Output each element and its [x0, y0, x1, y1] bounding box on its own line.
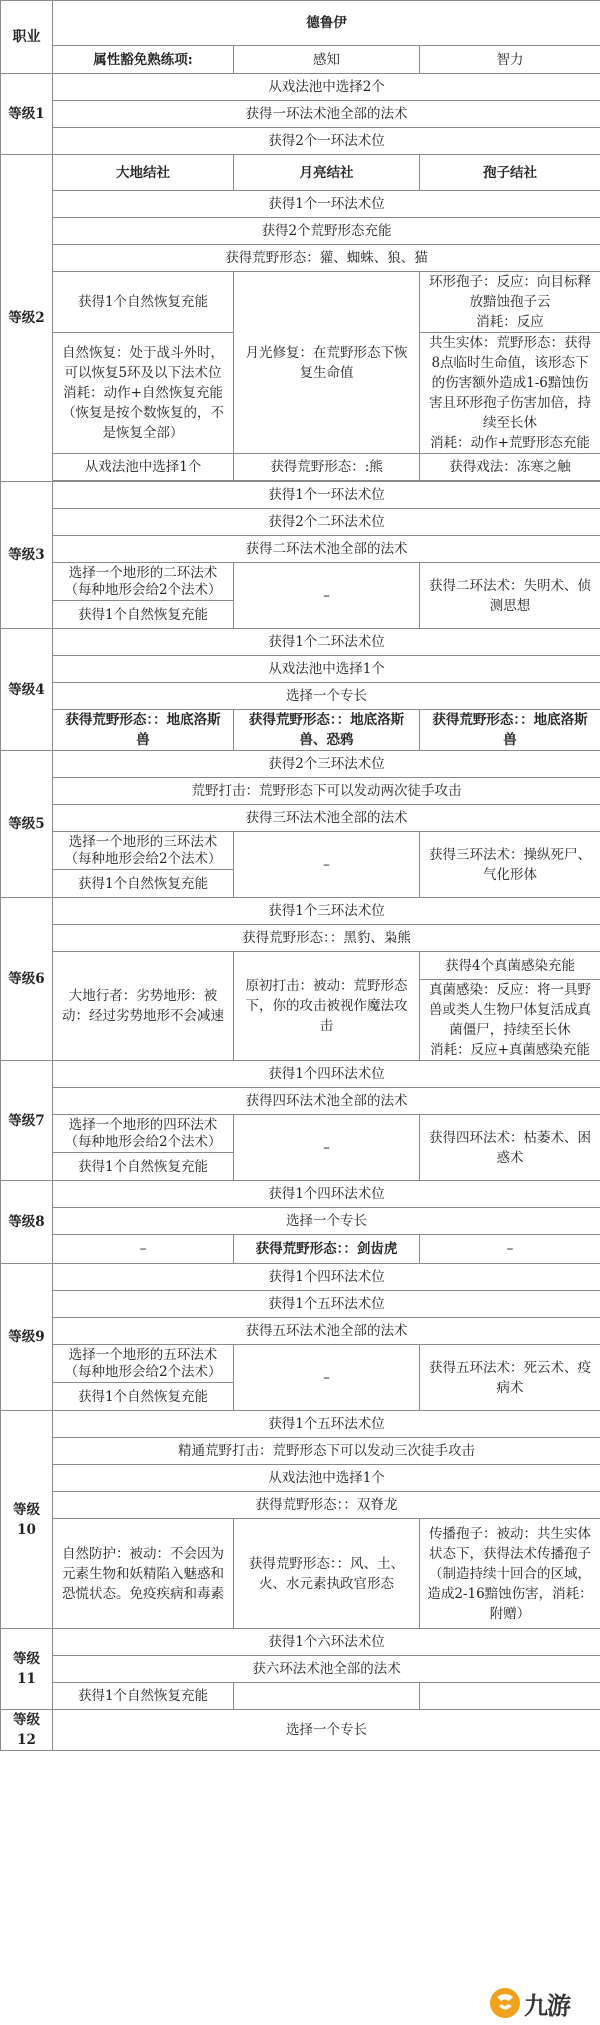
land-level3-charge: 获得1个自然恢复充能 [53, 601, 234, 629]
level9-feature: 获得1个五环法术位 [53, 1291, 600, 1318]
spore-level10: 传播孢子：被动：共生实体状态下，获得法术传播孢子（制造持续十回合的区域，造成2-16黯蚀伤害，消耗：附赠） [420, 1519, 600, 1629]
level2-feature: 获得1个一环法术位 [53, 191, 600, 218]
level3-feature: 获得二环法术池全部的法术 [53, 536, 600, 563]
spore-level2-halo: 环形孢子：反应：向目标释放黯蚀孢子云 消耗：反应 [420, 272, 600, 333]
moon-level6: 原初打击：被动：荒野形态下，你的攻击被视作魔法攻击 [234, 952, 420, 1061]
level1-feature: 从戏法池中选择2个 [53, 74, 600, 101]
land-level9-spells: 选择一个地形的五环法术 （每种地形会给2个法术） [53, 1345, 234, 1383]
level10-feature: 获得荒野形态：：双脊龙 [53, 1492, 600, 1519]
land-level5-charge: 获得1个自然恢复充能 [53, 870, 234, 898]
level4-feature: 选择一个专长 [53, 683, 600, 710]
land-level11: 获得1个自然恢复充能 [53, 1683, 234, 1710]
land-level5-spells: 选择一个地形的三环法术 （每种地形会给2个法术） [53, 832, 234, 870]
level12-feature: 选择一个专长 [53, 1710, 600, 1751]
moon-level5: – [234, 832, 420, 898]
level11-feature: 获六环法术池全部的法术 [53, 1656, 600, 1683]
spore-level3: 获得二环法术：失明术、侦测思想 [420, 563, 600, 629]
level5-feature: 荒野打击：荒野形态下可以发动两次徒手攻击 [53, 778, 600, 805]
level7-label: 等级7 [1, 1061, 53, 1181]
level5-feature: 获得2个三环法术位 [53, 751, 600, 778]
level1-feature: 获得2个一环法术位 [53, 128, 600, 155]
level5-feature: 获得三环法术池全部的法术 [53, 805, 600, 832]
level3-feature: 获得2个二环法术位 [53, 509, 600, 536]
moon-level11 [234, 1683, 420, 1710]
moon-level4: 获得荒野形态：：地底洛斯兽、恐鸦 [234, 710, 420, 751]
land-level7-spells: 选择一个地形的四环法术 （每种地形会给2个法术） [53, 1115, 234, 1153]
land-level2-charge: 获得1个自然恢复充能 [53, 272, 234, 333]
land-level2-cantrip: 从戏法池中选择1个 [53, 454, 234, 481]
spore-level2-cantrip: 获得戏法：冻寒之触 [420, 454, 600, 481]
watermark-text: 九游 [524, 1991, 570, 2020]
moon-level3: – [234, 563, 420, 629]
spore-level4: 获得荒野形态：：地底洛斯兽 [420, 710, 600, 751]
circle-spores-heading: 孢子结社 [420, 155, 600, 191]
level1-row [1, 74, 600, 101]
level6-feature: 获得1个三环法术位 [53, 898, 600, 925]
level8-feature: 获得1个四环法术位 [53, 1181, 600, 1208]
class-label: 职业 [1, 1, 53, 74]
level4-feature: 获得1个二环法术位 [53, 629, 600, 656]
watermark [488, 1983, 594, 2023]
land-level4: 获得荒野形态：：地底洛斯兽 [53, 710, 234, 751]
level2-label: 等级2 [1, 155, 53, 482]
jiuyou-logo-icon [488, 1986, 522, 2020]
level9-feature: 获得1个四环法术位 [53, 1264, 600, 1291]
level10-feature: 从戏法池中选择1个 [53, 1465, 600, 1492]
circle-header-row [1, 155, 600, 191]
level10-feature: 精通荒野打击：荒野形态下可以发动三次徒手攻击 [53, 1438, 600, 1465]
circle-moon-heading: 月亮结社 [234, 155, 420, 191]
level1-label: 等级1 [1, 74, 53, 155]
land-level3-spells: 选择一个地形的二环法术 （每种地形会给2个法术） [53, 563, 234, 601]
spore-level5: 获得三环法术：操纵死尸、气化形体 [420, 832, 600, 898]
level3-label: 等级3 [1, 482, 53, 629]
moon-level9: – [234, 1345, 420, 1411]
level9-label: 等级9 [1, 1264, 53, 1411]
level10-label: 等级10 [1, 1411, 53, 1629]
class-name: 德鲁伊 [53, 1, 600, 46]
level8-feature: 选择一个专长 [53, 1208, 600, 1235]
circle-land-heading: 大地结社 [53, 155, 234, 191]
level9-feature: 获得五环法术池全部的法术 [53, 1318, 600, 1345]
moon-level8: 获得荒野形态：：剑齿虎 [234, 1235, 420, 1264]
spore-level6-charge: 获得4个真菌感染充能 [420, 952, 600, 980]
level7-feature: 获得四环法术池全部的法术 [53, 1088, 600, 1115]
level6-feature: 获得荒野形态：：黑豹、枭熊 [53, 925, 600, 952]
header-row [1, 1, 600, 46]
level1-feature: 获得一环法术池全部的法术 [53, 101, 600, 128]
moon-level7: – [234, 1115, 420, 1181]
level6-label: 等级6 [1, 898, 53, 1061]
land-level9-charge: 获得1个自然恢复充能 [53, 1383, 234, 1411]
spore-level9: 获得五环法术：死云术、疫病术 [420, 1345, 600, 1411]
attr-row [1, 46, 600, 74]
level7-feature: 获得1个四环法术位 [53, 1061, 600, 1088]
land-level8: – [53, 1235, 234, 1264]
land-level6: 大地行者：劣势地形：被动：经过劣势地形不会减速 [53, 952, 234, 1061]
moon-level2-feature: 月光修复：在荒野形态下恢复生命值 [234, 272, 420, 454]
level11-feature: 获得1个六环法术位 [53, 1629, 600, 1656]
level8-label: 等级8 [1, 1181, 53, 1264]
spore-level2-symbiotic: 共生实体：荒野形态：获得8点临时生命值，该形态下的伤害额外造成1-6黯蚀伤害且环形孢子伤害加倍，持续至长休 消耗：动作+荒野形态充能 [420, 333, 600, 454]
level2-feature: 获得荒野形态：獾、蜘蛛、狼、猫 [53, 245, 600, 272]
spore-level11 [420, 1683, 600, 1710]
land-level10: 自然防护：被动：不会因为元素生物和妖精陷入魅惑和恐慌状态。免疫疾病和毒素 [53, 1519, 234, 1629]
level5-label: 等级5 [1, 751, 53, 898]
level12-label: 等级12 [1, 1710, 53, 1751]
level4-label: 等级4 [1, 629, 53, 751]
land-level7-charge: 获得1个自然恢复充能 [53, 1153, 234, 1181]
level11-label: 等级11 [1, 1629, 53, 1710]
spore-level7: 获得四环法术：枯萎术、困惑术 [420, 1115, 600, 1181]
attr-2: 智力 [420, 46, 600, 74]
moon-level10: 获得荒野形态：：风、土、火、水元素执政官形态 [234, 1519, 420, 1629]
level4-feature: 从戏法池中选择1个 [53, 656, 600, 683]
level10-feature: 获得1个五环法术位 [53, 1411, 600, 1438]
level3-feature: 获得1个一环法术位 [53, 482, 600, 509]
moon-level2-wildshape: 获得荒野形态：:熊 [234, 454, 420, 481]
land-level2-recovery: 自然恢复：处于战斗外时，可以恢复5环及以下法术位 消耗：动作+自然恢复充能（恢复是按个数恢复的，不是恢复全部） [53, 333, 234, 454]
attr-label: 属性豁免熟练项: [53, 46, 234, 74]
spore-level8: – [420, 1235, 600, 1264]
spore-level6-fungal: 真菌感染：反应：将一具野兽或类人生物尸体复活成真菌僵尸，持续至长休 消耗：反应+真菌感染充能 [420, 980, 600, 1061]
attr-1: 感知 [234, 46, 420, 74]
level2-feature: 获得2个荒野形态充能 [53, 218, 600, 245]
